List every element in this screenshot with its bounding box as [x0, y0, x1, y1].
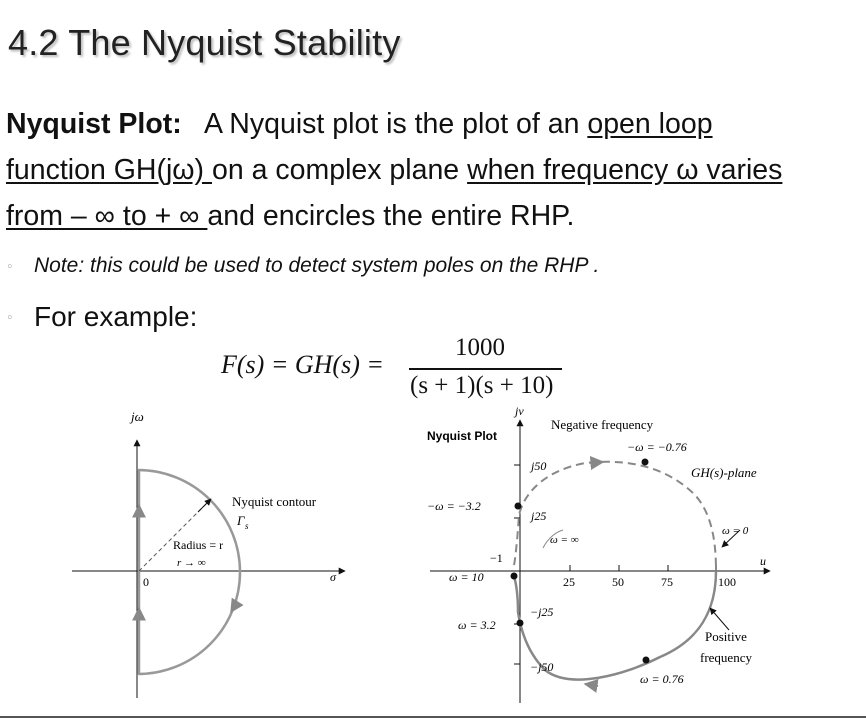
definition-text-3: and encircles the entire RHP.	[207, 200, 575, 232]
contour-subscript: s	[245, 521, 249, 531]
point-w32	[517, 620, 524, 627]
u-axis-label: u	[760, 554, 766, 568]
bullet-icon: ◦	[7, 258, 13, 275]
freq-label-neg076: −ω = −0.76	[627, 440, 687, 454]
definition-text-1: A Nyquist plot is the plot of an	[203, 108, 588, 140]
freq-label-32: ω = 3.2	[458, 618, 496, 632]
equation-lhs: F(s) = GH(s) =	[221, 350, 384, 379]
note-text: Note: this could be used to detect system poles on the RHP .	[34, 254, 600, 277]
bullet-icon: ◦	[7, 309, 13, 326]
tick-label-mj50: −j50	[530, 660, 554, 674]
equation-denominator: (s + 1)(s + 10)	[410, 372, 554, 399]
radius-label: Radius = r	[173, 538, 224, 552]
tick-label-75: 75	[661, 575, 673, 589]
tick-label-j50: j50	[531, 459, 547, 473]
tick-label-25: 25	[563, 575, 575, 589]
positive-frequency-label-2: frequency	[700, 650, 752, 665]
radius-arrow	[198, 499, 211, 512]
open-loop-link: open loop	[587, 108, 713, 140]
freq-label-neg32: −ω = −3.2	[427, 499, 481, 513]
definition-text-2: on a complex plane	[211, 154, 468, 186]
definition-term: Nyquist Plot	[6, 108, 173, 140]
sigma-axis-label: σ	[330, 570, 336, 584]
page-title: 4.2 The Nyquist Stability	[8, 22, 401, 63]
curve-direction-arrow	[590, 462, 603, 463]
point-w10	[511, 573, 518, 580]
tick-label-m1: −1	[490, 551, 503, 565]
bottom-divider	[0, 716, 866, 718]
freq-label-zero: ω = 0	[722, 525, 749, 537]
s-plane-plot	[72, 409, 345, 698]
point-w076	[643, 657, 650, 664]
equation-numerator: 1000	[455, 334, 505, 361]
jv-axis-label: jv	[515, 404, 524, 418]
point-neg076	[642, 459, 649, 466]
plane-label: GH(s)-plane	[691, 465, 757, 480]
range-link: from – ∞ to + ∞	[6, 200, 208, 232]
contour-symbol: Γ	[237, 513, 245, 528]
freq-label-inf: ω = ∞	[550, 534, 579, 546]
function-link: function GH(jω)	[6, 154, 212, 186]
example-label: For example:	[34, 301, 198, 332]
tick-label-100: 100	[718, 575, 736, 589]
freq-label-10: ω = 10	[449, 570, 484, 584]
positive-frequency-arrow	[710, 608, 729, 630]
nyquist-contour-arc	[138, 470, 240, 674]
definition-colon: :	[172, 108, 182, 140]
positive-frequency-label-1: Positive	[705, 629, 747, 644]
jw-axis-label: jω	[131, 409, 144, 424]
point-neg32	[515, 503, 522, 510]
gh-plane-plot	[427, 404, 770, 703]
freq-label-076: ω = 0.76	[640, 672, 684, 686]
negative-frequency-label: Negative frequency	[551, 417, 654, 432]
contour-label: Nyquist contour	[232, 494, 317, 509]
tick-label-j25: j25	[531, 509, 547, 523]
tick-label-50: 50	[612, 575, 624, 589]
nyquist-plot-title: Nyquist Plot	[427, 429, 498, 443]
curve-direction-arrow	[585, 684, 598, 686]
tick-label-mj25: −j25	[530, 605, 554, 619]
radius-limit-label: r → ∞	[177, 557, 206, 569]
frequency-link: when frequency ω varies	[467, 154, 783, 186]
origin-label: 0	[143, 575, 149, 589]
